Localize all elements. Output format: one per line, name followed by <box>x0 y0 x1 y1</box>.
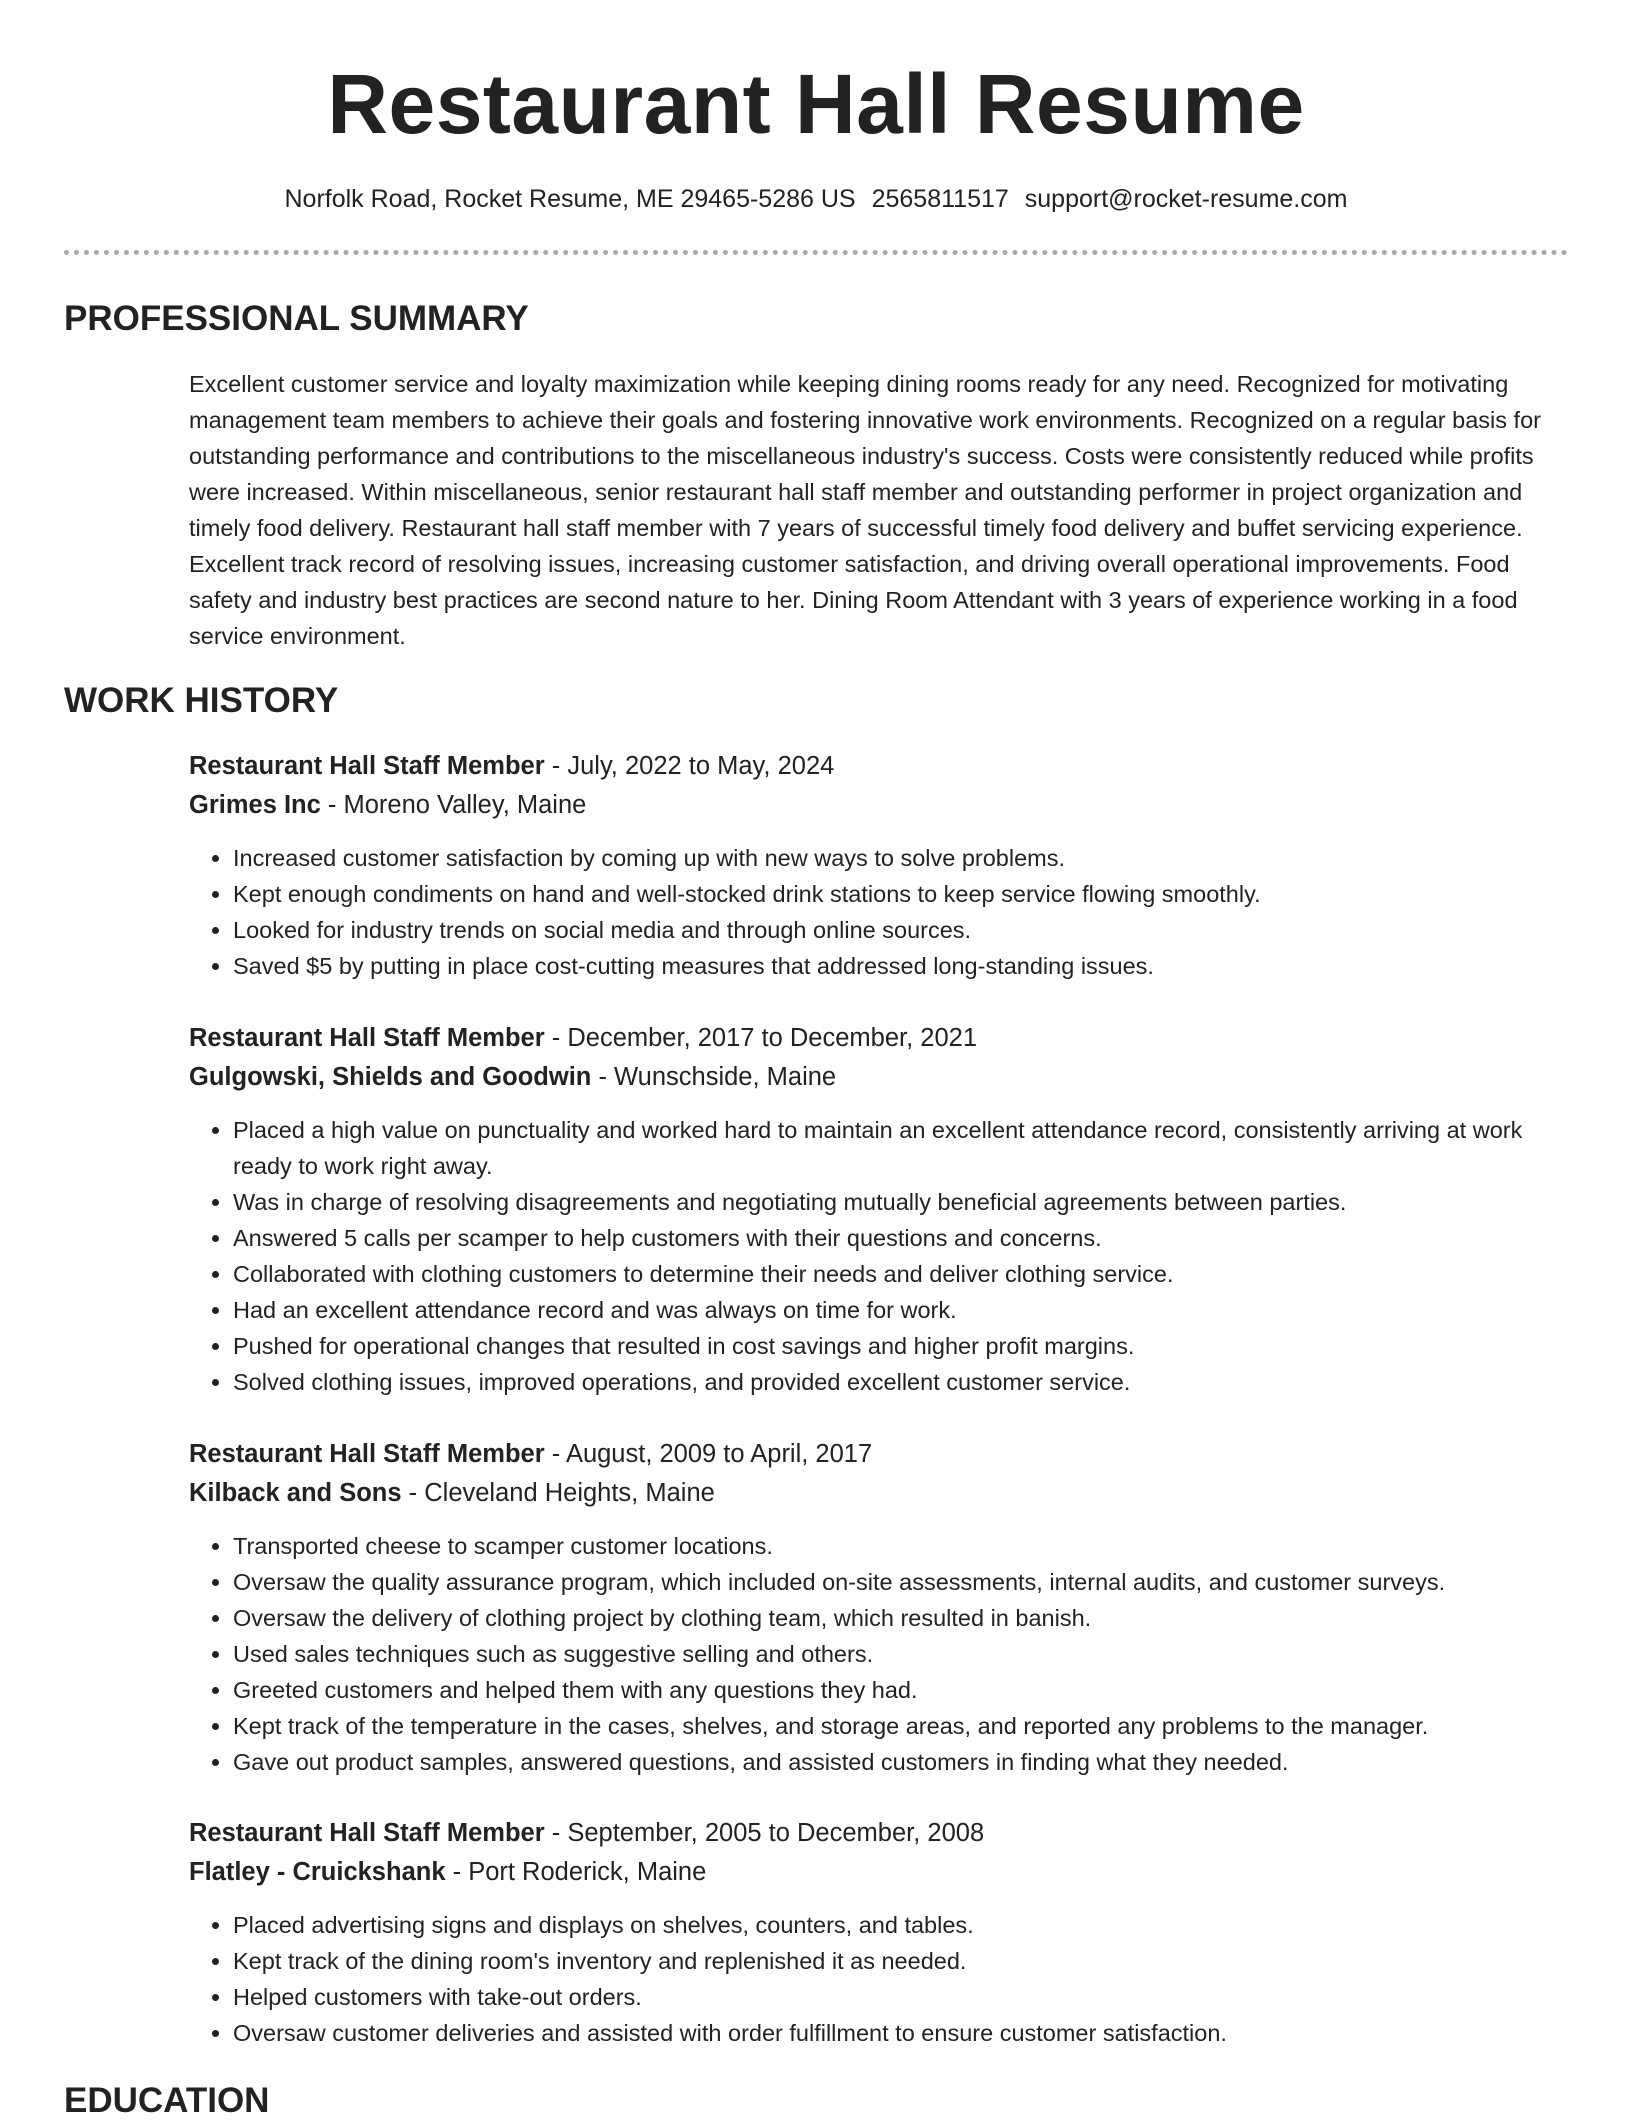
job-dates: July, 2022 to May, 2024 <box>567 752 835 780</box>
job-bullet: • Placed advertising signs and displays on shelves, counters, and tables. <box>233 1907 1569 1943</box>
job-bullet: • Placed a high value on punctuality and worked hard to maintain an excellent attendance record, consistently arriving at work ready to work right away. <box>233 1112 1569 1184</box>
job-company-line <box>189 1474 1569 1513</box>
job-bullet: • Oversaw customer deliveries and assisted with order fulfillment to ensure customer satisfaction. <box>233 2015 1569 2051</box>
separator: - <box>320 791 344 819</box>
job-bullet: • Was in charge of resolving disagreements and negotiating mutually beneficial agreements between parties. <box>233 1184 1569 1220</box>
job-title-line <box>189 747 1569 786</box>
job-title-line <box>189 1019 1569 1058</box>
job-entry <box>189 1814 1569 2051</box>
resume-title: Restaurant Hall Resume <box>327 57 1305 151</box>
separator: - <box>544 1440 566 1468</box>
job-bullet: • Oversaw the quality assurance program, which included on-site assessments, internal audits, and customer surveys. <box>233 1564 1569 1600</box>
job-bullet: • Gave out product samples, answered questions, and assisted customers in finding what they needed. <box>233 1744 1569 1780</box>
job-bullet: • Oversaw the delivery of clothing project by clothing team, which resulted in banish. <box>233 1600 1569 1636</box>
job-bullet: • Kept track of the temperature in the cases, shelves, and storage areas, and reported any problems to the manager. <box>233 1708 1569 1744</box>
job-bullets <box>189 1528 1569 1780</box>
job-bullet: • Pushed for operational changes that resulted in cost savings and higher profit margins. <box>233 1328 1569 1364</box>
job-company-line <box>189 1853 1569 1892</box>
separator: - <box>544 1024 568 1052</box>
header-divider <box>64 250 1568 255</box>
job-bullet: • Solved clothing issues, improved operations, and provided excellent customer service. <box>233 1364 1569 1400</box>
separator: - <box>445 1858 469 1886</box>
education-heading: EDUCATION <box>64 2081 270 2120</box>
work-history-heading: WORK HISTORY <box>64 681 339 720</box>
job-location: Wunschside, Maine <box>614 1063 837 1091</box>
job-location: Moreno Valley, Maine <box>343 791 587 819</box>
job-entry <box>189 747 1569 984</box>
job-bullet: • Kept track of the dining room's inventory and replenished it as needed. <box>233 1943 1569 1979</box>
job-company: Kilback and Sons <box>189 1479 402 1507</box>
job-role: Restaurant Hall Staff Member <box>189 752 545 780</box>
contact-address: Norfolk Road, Rocket Resume, ME 29465-5286 US <box>284 185 856 213</box>
job-bullet: • Saved $5 by putting in place cost-cutting measures that addressed long-standing issues. <box>233 948 1569 984</box>
job-bullet: • Transported cheese to scamper customer locations. <box>233 1528 1569 1564</box>
job-bullet: • Helped customers with take-out orders. <box>233 1979 1569 2015</box>
job-role: Restaurant Hall Staff Member <box>189 1819 545 1847</box>
job-title-line <box>189 1435 1569 1474</box>
job-company-line <box>189 1058 1569 1097</box>
summary-heading: PROFESSIONAL SUMMARY <box>64 299 529 338</box>
job-entry <box>189 1435 1569 1780</box>
job-bullets <box>189 840 1569 984</box>
job-bullet: • Looked for industry trends on social media and through online sources. <box>233 912 1569 948</box>
separator: - <box>591 1063 615 1091</box>
job-bullet: • Collaborated with clothing customers to determine their needs and deliver clothing service. <box>233 1256 1569 1292</box>
separator: - <box>401 1479 425 1507</box>
job-title-line <box>189 1814 1569 1853</box>
job-company-line <box>189 786 1569 825</box>
job-bullet: • Used sales techniques such as suggestive selling and others. <box>233 1636 1569 1672</box>
job-role: Restaurant Hall Staff Member <box>189 1024 545 1052</box>
job-company: Flatley - Cruickshank <box>189 1858 446 1886</box>
job-bullet: • Answered 5 calls per scamper to help customers with their questions and concerns. <box>233 1220 1569 1256</box>
job-bullets <box>189 1907 1569 2051</box>
job-company: Gulgowski, Shields and Goodwin <box>189 1063 592 1091</box>
contact-email: support@rocket-resume.com <box>1024 185 1348 213</box>
separator: - <box>544 752 568 780</box>
contact-line <box>0 182 1632 216</box>
job-bullet: • Greeted customers and helped them with any questions they had. <box>233 1672 1569 1708</box>
job-bullet: • Had an excellent attendance record and was always on time for work. <box>233 1292 1569 1328</box>
contact-phone: 2565811517 <box>871 185 1009 213</box>
job-location: Cleveland Heights, Maine <box>424 1479 715 1507</box>
summary-text: Excellent customer service and loyalty maximization while keeping dining rooms ready for any need. Recognized for motivating management team members to achieve their goals and fostering innovative work environments. Recognized on a regular basis for outstanding performance and contributions to the miscellaneous industry's success. Costs were consistently reduced while profits were increased. Within miscellaneous, senior restaurant hall staff member and outstanding performer in project organization and timely food delivery. Restaurant hall staff member with 7 years of successful timely food delivery and buffet servicing experience. Excellent track record of resolving issues, increasing customer satisfaction, and driving overall operational improvements. Food safety and industry best practices are second nature to her. Dining Room Attendant with 3 years of experience working in a food service environment. <box>189 371 1541 649</box>
job-location: Port Roderick, Maine <box>468 1858 707 1886</box>
job-dates: December, 2017 to December, 2021 <box>567 1024 978 1052</box>
job-company: Grimes Inc <box>189 791 321 819</box>
job-bullet: • Increased customer satisfaction by coming up with new ways to solve problems. <box>233 840 1569 876</box>
job-dates: August, 2009 to April, 2017 <box>565 1440 873 1468</box>
job-bullets <box>189 1112 1569 1400</box>
job-bullet: • Kept enough condiments on hand and well-stocked drink stations to keep service flowing smoothly. <box>233 876 1569 912</box>
job-role: Restaurant Hall Staff Member <box>189 1440 545 1468</box>
separator: - <box>544 1819 568 1847</box>
job-entry <box>189 1019 1569 1400</box>
job-dates: September, 2005 to December, 2008 <box>567 1819 985 1847</box>
